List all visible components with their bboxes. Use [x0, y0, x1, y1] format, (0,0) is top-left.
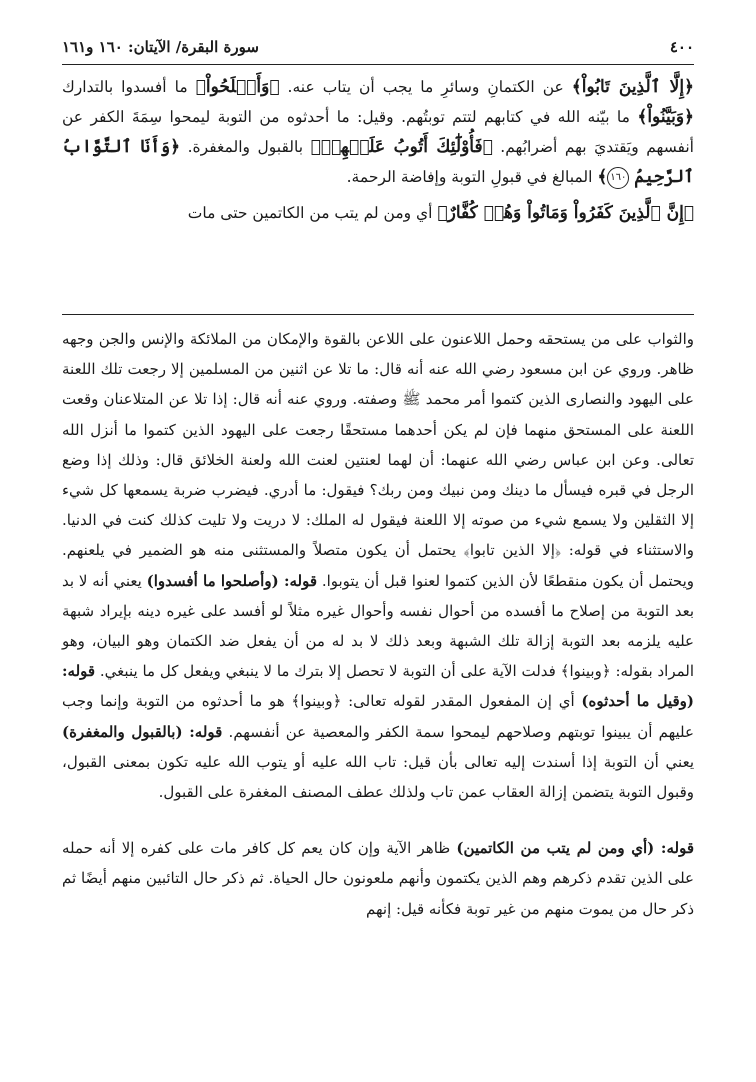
quran-verse: ﴿فَأُوْلَٰٓئِكَ أَتُوبُ عَلَيۡهِمۡ﴾	[310, 137, 493, 157]
quran-verse: ﴿إِلَّا ٱلَّذِينَ تَابُواْ﴾	[571, 77, 695, 97]
page-number: ٤٠٠	[669, 38, 694, 56]
tafsir-paragraph	[62, 198, 694, 228]
tafsir-text: أي ومن لم يتب من الكاتمين حتى مات	[187, 204, 438, 222]
quoted-phrase: (وأصلحوا ما أفسدوا)	[146, 571, 284, 590]
qawluhu-keyword: قوله:	[660, 839, 694, 858]
quran-verse: ﴿إِنَّ ٱلَّذِينَ كَفَرُواْ وَمَاتُواْ وَهُمۡ كُفَّارٌ﴾	[437, 203, 694, 223]
commentary-paragraph	[62, 324, 694, 807]
page-header	[62, 34, 694, 60]
quran-verse: ﴿وَأَنَا ٱلتَّوَّابُ ٱلرَّحِيمُ	[62, 137, 694, 187]
commentary-text-run: يعني أن التوبة إذا أسندت إليه تعالى بأن قيل: تاب الله عليه أو يتوب الله عليه تكون بمعنى القبول، وقبول التوبة يتضمن إزالة العقاب عمن تاب ولذلك عطف المصنف المغفرة على القبول.	[62, 752, 694, 802]
commentary-paragraph	[62, 833, 694, 924]
quran-verse-close: ﴾	[597, 167, 608, 187]
commentary-text-run: أي إن المفعول المقدر لقوله تعالى: ﴿وبينوا﴾ هو ما أحدثوه من التوبة وإنما وجب عليهم أن يبينوا توبتهم وصلاحهم ليمحوا سمة الكفر والمعصية عن أنفسهم.	[62, 692, 694, 741]
quran-verse: ﴿وَبَيَّنُواْ﴾	[637, 107, 694, 127]
tafsir-text: المبالغ في قبولِ التوبة وإفاضة الرحمة.	[346, 168, 598, 186]
tafsir-text: عن الكتمانِ وسائرِ ما يجب أن يتاب عنه.	[279, 78, 572, 96]
tafsir-text: ما بيّنه الله في كتابهم لتتم توبتُهم. وقيل: ما أحدثوه من التوبة ليمحوا سِمَةَ الكفر عن أنفسهم ويَقتديَ بهم أضرابُهم.	[62, 108, 694, 156]
commentary-text-run: يعني أنه لا بد بعد التوبة من إصلاح ما أفسده من أحوال نفسه وأحوال غيره مثلاً لو أفسد على غيره دينه بإيراد شبهة عليه يلزمه بعد التوبة إزالة تلك الشبهة وبعد ذلك لا بد له من أن يفعل ضد الكتمان وهو البيان، وهو المراد بقوله: ﴿وبينوا﴾ فدلت الآية على أن التوبة لا تحصل إلا بترك ما لا ينبغي ويفعل كل ما ينبغي.	[62, 571, 694, 681]
quran-verse: ﴿وَأَصۡلَحُواْ﴾	[195, 77, 280, 97]
main-tafsir-text	[62, 72, 694, 234]
quoted-phrase: (بالقبول والمغفرة)	[62, 722, 190, 741]
quoted-phrase: (وقيل ما أحدثوه)	[581, 692, 694, 711]
tafsir-text: بالقبول والمغفرة.	[180, 138, 311, 156]
header-rule	[62, 64, 694, 65]
quoted-phrase: (أي ومن لم يتب من الكاتمين)	[456, 839, 661, 858]
tafsir-text: ما أفسدوا بالتدارك	[62, 78, 196, 96]
commentary-text-run: ظاهر الآية وإن كان يعم كل كافر مات على كفره إلا أنه حمله على الذين تقدم ذكرهم وهم الذين يكتمون وأنهم ملعونون حال الحياة. ثم ذكر حال التائبين منهم أيضًا ثم ذكر حال من يموت منهم من غير توبة فكأنه قيل: إنهم	[62, 839, 694, 918]
tafsir-paragraph	[62, 72, 694, 192]
footnote-divider	[62, 314, 694, 315]
commentary-text	[62, 324, 694, 924]
qawluhu-keyword: قوله:	[62, 662, 96, 681]
running-title: سورة البقرة/ الآيتان: ١٦٠ و١٦١	[62, 38, 259, 56]
qawluhu-keyword: قوله:	[283, 571, 318, 590]
ayah-number-marker: ١٦٠	[607, 167, 629, 189]
qawluhu-keyword: قوله:	[189, 722, 223, 741]
commentary-text-run: والثواب على من يستحقه وحمل اللاعنون على اللاعن بالقوة والإمكان من الملائكة والإنس والجن وجهه ظاهر. وروي عن ابن مسعود رضي الله عنه أنه قال: ما تلا عن اثنين من المسلمين إلا رجعت تلك اللعنة على اليهود والنصارى الذين كتموا أمر محمد ﷺ وصفته. وروي عنه أنه قال: إذا تلا عن المتلاعنان وقعت اللعنة على المستحق منهما فإن لم يكن أحدهما مستحقًا رجعت على اليهود الذين كتموا ما أنزل الله تعالى. وعن ابن عباس رضي الله عنهما: أن لهما لعنتين لعنت الله ولعنة الخلائق قال: وذلك إذا وضع الرجل في قبره فيسأل ما دينك ومن نبيك ومن ربك؟ فيقول: ما أدري. فيضرب ضربة يسمعها كل شيء إلا الثقلين ولا يسمع شيء من صوته إلا اللعنة فيقول له الملك: لا دريت ولا تليت كذلك كنت في الدنيا. والاستثناء في قوله: ﴿إلا الذين تابوا﴾ يحتمل أن يكون متصلاً والمستثنى منه هو الضمير في يلعنهم. ويحتمل أن يكون منقطعًا لأن الذين كتموا لعنوا قبل أن يتوبوا.	[62, 330, 695, 590]
